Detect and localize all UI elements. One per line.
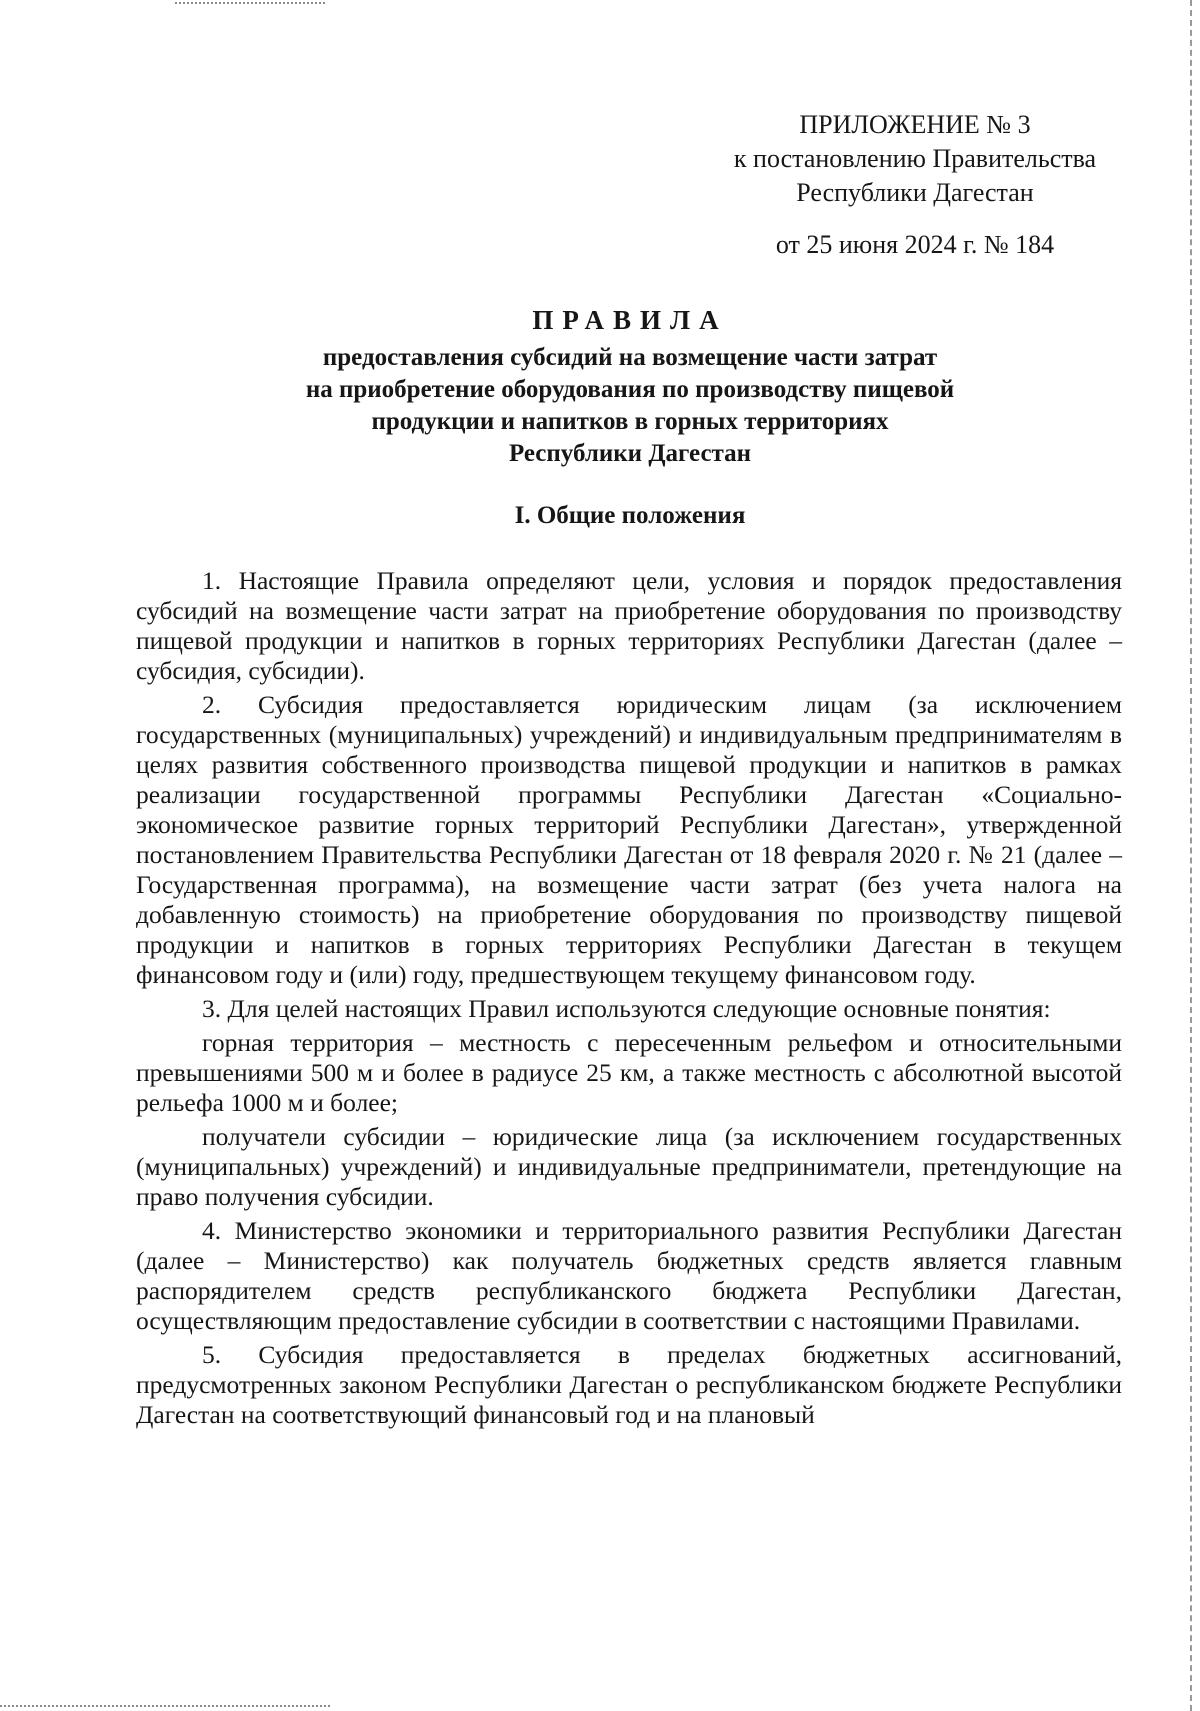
section-heading: I. Общие положения [514, 502, 746, 529]
appendix-republic: Республики Дагестан [796, 178, 1034, 207]
title-line-2: на приобретение оборудования по производству пищевой [305, 376, 955, 403]
scan-artifact-bottom [0, 1705, 330, 1707]
definition-recipients: получатели субсидии – юридические лица (за исключением государственных (муниципальных) учреждений) и индивидуальные предприниматели, претендующие на право получения субсидии. [136, 1122, 1122, 1211]
paragraph-4: 4. Министерство экономики и территориального развития Республики Дагестан (далее – Министерство) как получатель бюджетных средств является главным распорядителем средств республиканского бюджета Республики Дагестан, осуществляющим предоставление субсидии в соответствии с настоящими Правилами. [136, 1216, 1122, 1335]
paragraph-2: 2. Субсидия предоставляется юридическим лицам (за исключением государственных (муниципальных) учреждений) и индивидуальным предпринимателям в целях развития собственного производства пищевой продукции и напитков в рамках реализации государственной программы Республики Дагестан «Социально-экономическое развитие горных территорий Республики Дагестан», утвержденной постановлением Правительства Республики Дагестан от 18 февраля 2020 г. № 21 (далее – Государственная программа), на возмещение части затрат (без учета налога на добавленную стоимость) на приобретение оборудования по производству пищевой продукции и напитков в горных территориях Республики Дагестан в текущем финансовом году и (или) году, предшествующем текущему финансовом году. [136, 690, 1122, 989]
scan-artifact-top [175, 2, 325, 4]
paragraph-5: 5. Субсидия предоставляется в пределах бюджетных ассигнований, предусмотренных законом Республики Дагестан о республиканском бюджете Республики Дагестан на соответствующий финансовый год и на плановый [136, 1340, 1122, 1429]
title-line-4: Республики Дагестан [508, 440, 752, 467]
title-line-1: предоставления субсидий на возмещение части затрат [322, 344, 938, 371]
title-line-3: продукции и напитков в горных территориях [371, 408, 889, 435]
scan-artifact-edge [1190, 0, 1192, 1711]
appendix-number: ПРИЛОЖЕНИЕ № 3 [799, 110, 1031, 139]
definition-mountain-territory: горная территория – местность с пересеченным рельефом и относительными превышениями 500 м и более в радиусе 25 км, а также местность с абсолютной высотой рельефа 1000 м и более; [136, 1028, 1122, 1117]
document-body [136, 566, 1122, 1434]
paragraph-3: 3. Для целей настоящих Правил используются следующие основные понятия: [202, 994, 1051, 1023]
appendix-resolution: к постановлению Правительства [733, 144, 1097, 173]
appendix-date: от 25 июня 2024 г. № 184 [775, 230, 1055, 259]
title-word: ПРАВИЛА [532, 305, 728, 335]
appendix-header [690, 108, 1140, 262]
document-title [130, 304, 1130, 470]
paragraph-1: 1. Настоящие Правила определяют цели, условия и порядок предоставления субсидий на возмещение части затрат на приобретение оборудования по производству пищевой продукции и напитков в горных территориях Республики Дагестан (далее – субсидия, субсидии). [136, 566, 1122, 685]
